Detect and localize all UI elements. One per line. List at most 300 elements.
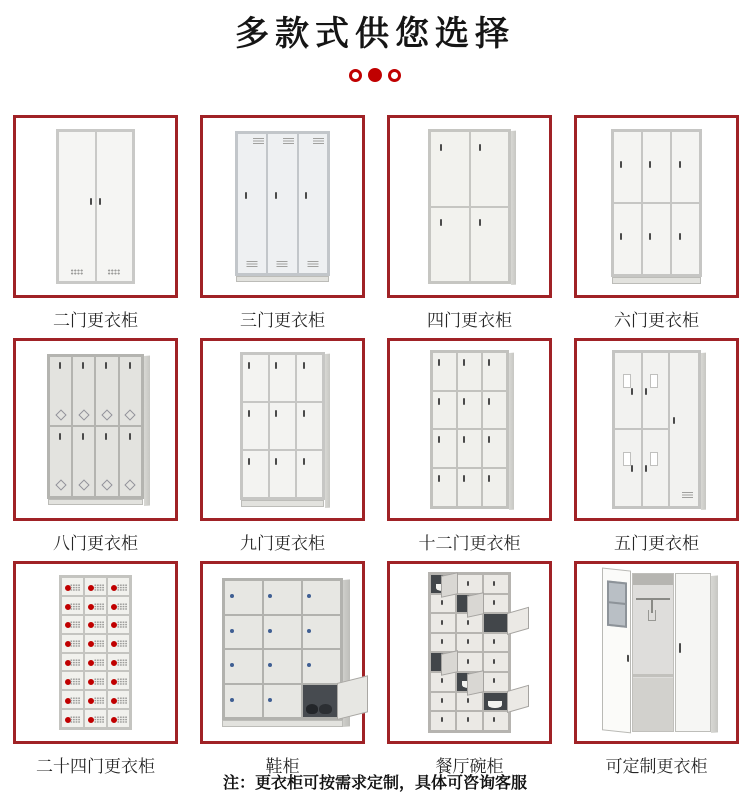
cabinet-part (275, 410, 277, 417)
dot-icon (349, 69, 362, 82)
cabinet-part (264, 581, 301, 613)
cabinet-part (307, 663, 311, 667)
product-label: 二十四门更衣柜 (36, 757, 155, 776)
cabinet-part (431, 693, 455, 711)
product-label: 餐厅碗柜 (435, 757, 504, 776)
cabinet-part (303, 616, 340, 648)
product-label: 九门更衣柜 (240, 534, 325, 553)
cabinet-part (509, 352, 514, 509)
cabinet-part (108, 578, 129, 595)
cabinet-part (441, 639, 443, 644)
cabinet-part (623, 374, 631, 388)
cabinet-part (117, 584, 127, 591)
cabinet-part (431, 208, 468, 282)
cabinet-part (303, 458, 305, 465)
cabinet-part (253, 138, 264, 144)
cabinet-illustration (602, 573, 711, 731)
cabinet-part (484, 673, 508, 691)
cabinet-part (303, 410, 305, 417)
product-frame (200, 561, 365, 744)
product-label: 十二门更衣柜 (418, 534, 521, 553)
cabinet-illustration (612, 350, 700, 508)
cabinet-part (483, 353, 506, 390)
cabinet-part (117, 678, 127, 685)
product-frame (200, 338, 365, 521)
cabinet-part (247, 261, 258, 267)
cabinet-part (649, 161, 651, 168)
cabinet-part (101, 409, 112, 420)
cabinet-part (297, 355, 322, 401)
cabinet-part (319, 704, 332, 714)
cabinet-part (117, 640, 127, 647)
cabinet-part (673, 417, 675, 424)
cabinet-part (463, 359, 465, 366)
cabinet-part (108, 616, 129, 633)
cabinet-part (493, 717, 495, 722)
cabinet-part (108, 597, 129, 614)
cabinet-part (484, 693, 508, 711)
cabinet-part (650, 452, 658, 466)
cabinet-part (615, 353, 640, 428)
cabinet-part (428, 129, 510, 284)
cabinet-part (643, 430, 668, 505)
cabinet-part (85, 578, 106, 595)
cabinet-part (225, 581, 262, 613)
cabinet-part (70, 603, 80, 610)
cabinet-part (428, 572, 510, 732)
cabinet-part (307, 261, 318, 267)
cabinet-part (457, 575, 481, 593)
cabinet-part (611, 129, 702, 277)
cabinet-part (305, 192, 307, 199)
product-card (200, 115, 365, 338)
product-card (574, 115, 739, 338)
cabinet-part (97, 132, 133, 281)
cabinet-part (467, 698, 469, 703)
product-card (574, 561, 739, 784)
product-frame (13, 561, 178, 744)
cabinet-part (275, 192, 277, 199)
cabinet-part (493, 581, 495, 586)
cabinet-part (479, 144, 481, 151)
cabinet-part (679, 161, 681, 168)
cabinet-part (70, 269, 83, 275)
cabinet-part (78, 480, 89, 491)
cabinet-part (457, 595, 481, 613)
cabinet-part (62, 578, 83, 595)
cabinet-part (70, 678, 80, 685)
cabinet-part (679, 233, 681, 240)
cabinet-part (438, 475, 440, 482)
cabinet-part (270, 355, 295, 401)
cabinet-illustration (611, 129, 702, 284)
cabinet-part (117, 621, 127, 628)
cabinet-part (493, 639, 495, 644)
product-frame (387, 115, 552, 298)
cabinet-part (297, 403, 322, 449)
cabinet-part (105, 362, 107, 369)
cabinet-part (458, 392, 481, 429)
cabinet-part (467, 592, 484, 617)
cabinet-part (488, 436, 490, 443)
cabinet-part (270, 403, 295, 449)
cabinet-part (299, 134, 327, 273)
cabinet-part (94, 716, 104, 723)
cabinet-part (99, 198, 101, 205)
cabinet-illustration (240, 352, 325, 507)
dot-icon (388, 69, 401, 82)
cabinet-part (645, 465, 647, 472)
cabinet-part (627, 655, 629, 662)
cabinet-part (471, 208, 508, 282)
cabinet-part (105, 433, 107, 440)
cabinet-part (507, 685, 529, 713)
cabinet-part (650, 374, 658, 388)
cabinet-part (62, 654, 83, 671)
cabinet-part (441, 717, 443, 722)
cabinet-part (431, 712, 455, 730)
cabinet-part (467, 639, 469, 644)
cabinet-part (94, 621, 104, 628)
cabinet-part (607, 581, 627, 628)
cabinet-part (59, 132, 95, 281)
cabinet-illustration (430, 350, 509, 508)
cabinet-part (623, 452, 631, 466)
cabinet-part (484, 614, 508, 632)
cabinet-part (643, 132, 670, 202)
product-label: 二门更衣柜 (53, 311, 138, 330)
cabinet-part (62, 616, 83, 633)
cabinet-part (433, 430, 456, 467)
cabinet-part (493, 659, 495, 664)
cabinet-part (488, 475, 490, 482)
cabinet-part (303, 581, 340, 613)
cabinet-part (264, 616, 301, 648)
cabinet-part (438, 359, 440, 366)
cabinet-part (129, 433, 131, 440)
product-card (13, 338, 178, 561)
cabinet-illustration (59, 575, 133, 730)
cabinet-part (70, 584, 80, 591)
cabinet-part (458, 469, 481, 506)
cabinet-part (62, 672, 83, 689)
cabinet-part (230, 629, 234, 633)
cabinet-part (609, 602, 625, 606)
cabinet-part (438, 398, 440, 405)
cabinet-part (275, 458, 277, 465)
product-frame (387, 338, 552, 521)
cabinet-part (55, 409, 66, 420)
cabinet-part (463, 475, 465, 482)
cabinet-part (101, 480, 112, 491)
cabinet-part (431, 653, 455, 671)
cabinet-part (457, 634, 481, 652)
cabinet-part (222, 720, 343, 727)
cabinet-part (430, 350, 509, 508)
cabinet-part (612, 277, 701, 284)
cabinet-part (117, 697, 127, 704)
cabinet-part (431, 614, 455, 632)
cabinet-part (96, 427, 117, 495)
cabinet-part (467, 620, 469, 625)
cabinet-part (493, 600, 495, 605)
cabinet-part (125, 480, 136, 491)
cabinet-part (243, 451, 268, 497)
cabinet-part (602, 573, 711, 731)
cabinet-part (268, 134, 296, 273)
cabinet-part (129, 362, 131, 369)
cabinet-part (70, 716, 80, 723)
product-card (13, 561, 178, 784)
cabinet-part (120, 427, 141, 495)
cabinet-part (602, 568, 631, 734)
cabinet-part (85, 691, 106, 708)
product-grid (0, 115, 750, 784)
cabinet-part (85, 597, 106, 614)
cabinet-part (484, 595, 508, 613)
cabinet-part (85, 654, 106, 671)
cabinet-part (467, 659, 469, 664)
cabinet-part (701, 352, 706, 509)
cabinet-part (672, 204, 699, 274)
cabinet-part (238, 134, 266, 273)
cabinet-part (59, 575, 133, 730)
cabinet-part (467, 717, 469, 722)
cabinet-part (325, 354, 330, 508)
cabinet-illustration (428, 129, 510, 284)
cabinet-part (85, 635, 106, 652)
product-card (387, 338, 552, 561)
pagination-dots (0, 68, 750, 82)
cabinet-part (275, 362, 277, 369)
cabinet-part (636, 598, 671, 600)
cabinet-part (431, 673, 455, 691)
product-card (200, 561, 365, 784)
product-label: 鞋柜 (265, 757, 300, 776)
cabinet-part (488, 701, 502, 708)
cabinet-part (457, 653, 481, 671)
cabinet-part (108, 654, 129, 671)
cabinet-part (467, 670, 484, 695)
cabinet-part (264, 650, 301, 682)
cabinet-part (303, 650, 340, 682)
cabinet-part (297, 451, 322, 497)
cabinet-part (303, 685, 340, 717)
note-text: 注：更衣柜可按需求定制，具体可咨询客服 (222, 775, 527, 792)
cabinet-part (73, 357, 94, 425)
cabinet-part (70, 697, 80, 704)
product-card (574, 338, 739, 561)
cabinet-part (463, 398, 465, 405)
cabinet-part (484, 712, 508, 730)
cabinet-part (307, 629, 311, 633)
cabinet-part (47, 354, 144, 499)
cabinet-part (225, 616, 262, 648)
cabinet-part (438, 436, 440, 443)
cabinet-part (225, 685, 262, 717)
cabinet-illustration (47, 354, 144, 506)
product-frame (13, 338, 178, 521)
cabinet-part (230, 663, 234, 667)
cabinet-part (117, 603, 127, 610)
cabinet-part (433, 469, 456, 506)
cabinet-part (59, 433, 61, 440)
cabinet-part (125, 409, 136, 420)
product-card (387, 561, 552, 784)
cabinet-part (268, 698, 272, 702)
product-label: 可定制更衣柜 (605, 757, 708, 776)
product-label: 四门更衣柜 (427, 311, 512, 330)
cabinet-part (108, 710, 129, 727)
cabinet-part (643, 204, 670, 274)
product-card (200, 338, 365, 561)
cabinet-part (235, 131, 329, 276)
cabinet-part (70, 640, 80, 647)
cabinet-part (82, 362, 84, 369)
cabinet-part (483, 469, 506, 506)
cabinet-part (241, 500, 325, 507)
cabinet-part (306, 704, 319, 714)
cabinet-part (511, 131, 516, 285)
cabinet-part (457, 614, 481, 632)
cabinet-part (433, 392, 456, 429)
cabinet-part (62, 597, 83, 614)
cabinet-part (614, 132, 641, 202)
cabinet-part (82, 433, 84, 440)
cabinet-part (431, 595, 455, 613)
cabinet-part (48, 499, 143, 506)
cabinet-part (117, 716, 127, 723)
cabinet-part (236, 276, 328, 283)
cabinet-part (270, 451, 295, 497)
cabinet-part (59, 362, 61, 369)
cabinet-part (337, 676, 368, 721)
cabinet-part (230, 594, 234, 598)
cabinet-part (493, 678, 495, 683)
cabinet-part (484, 575, 508, 593)
cabinet-part (94, 659, 104, 666)
cabinet-part (56, 129, 135, 284)
product-label: 六门更衣柜 (614, 311, 699, 330)
product-frame (387, 561, 552, 744)
cabinet-part (243, 403, 268, 449)
cabinet-part (488, 398, 490, 405)
cabinet-part (85, 616, 106, 633)
cabinet-part (457, 693, 481, 711)
cabinet-part (73, 427, 94, 495)
cabinet-part (307, 594, 311, 598)
dot-active-icon (368, 68, 382, 82)
cabinet-part (268, 594, 272, 598)
cabinet-part (70, 621, 80, 628)
cabinet-part (62, 710, 83, 727)
cabinet-part (94, 640, 104, 647)
cabinet-part (433, 353, 456, 390)
cabinet-part (222, 578, 343, 720)
product-label: 三门更衣柜 (240, 311, 325, 330)
cabinet-part (615, 353, 668, 505)
cabinet-part (245, 192, 247, 199)
cabinet-part (632, 573, 673, 731)
cabinet-part (483, 430, 506, 467)
cabinet-part (431, 132, 468, 206)
cabinet-part (268, 629, 272, 633)
cabinet-part (675, 573, 711, 731)
cabinet-part (458, 353, 481, 390)
cabinet-part (70, 659, 80, 666)
cabinet-part (484, 653, 508, 671)
product-label: 五门更衣柜 (614, 534, 699, 553)
cabinet-part (94, 584, 104, 591)
cabinet-part (483, 392, 506, 429)
cabinet-part (108, 691, 129, 708)
cabinet-illustration (56, 129, 135, 284)
cabinet-part (682, 492, 693, 498)
cabinet-part (679, 643, 681, 653)
cabinet-part (711, 575, 718, 732)
cabinet-part (240, 352, 325, 500)
cabinet-part (268, 663, 272, 667)
cabinet-part (108, 269, 121, 275)
cabinet-part (85, 672, 106, 689)
cabinet-part (248, 362, 250, 369)
cabinet-part (431, 634, 455, 652)
cabinet-part (467, 581, 469, 586)
cabinet-part (313, 138, 324, 144)
product-frame (200, 115, 365, 298)
cabinet-part (631, 465, 633, 472)
cabinet-part (108, 672, 129, 689)
cabinet-part (441, 678, 443, 683)
cabinet-part (672, 132, 699, 202)
cabinet-part (144, 355, 150, 506)
product-card (13, 115, 178, 338)
cabinet-part (120, 357, 141, 425)
cabinet-part (670, 353, 698, 505)
cabinet-part (648, 610, 656, 620)
product-label: 八门更衣柜 (53, 534, 138, 553)
cabinet-part (108, 635, 129, 652)
cabinet-part (78, 409, 89, 420)
product-frame (574, 561, 739, 744)
cabinet-part (643, 353, 668, 428)
cabinet-part (264, 685, 301, 717)
cabinet-part (225, 650, 262, 682)
cabinet-part (50, 357, 71, 425)
product-frame (574, 338, 739, 521)
cabinet-part (614, 204, 641, 274)
cabinet-illustration (235, 131, 329, 283)
cabinet-part (457, 712, 481, 730)
cabinet-part (463, 436, 465, 443)
cabinet-part (55, 480, 66, 491)
cabinet-part (441, 573, 458, 598)
cabinet-part (633, 678, 672, 731)
cabinet-part (94, 678, 104, 685)
cabinet-part (85, 710, 106, 727)
cabinet-part (230, 698, 234, 702)
cabinet-part (96, 357, 117, 425)
cabinet-part (303, 362, 305, 369)
cabinet-part (243, 355, 268, 401)
cabinet-part (507, 607, 529, 635)
cabinet-part (471, 132, 508, 206)
cabinet-part (479, 219, 481, 226)
cabinet-part (94, 603, 104, 610)
cabinet-part (94, 697, 104, 704)
cabinet-part (457, 673, 481, 691)
cabinet-part (612, 350, 700, 508)
